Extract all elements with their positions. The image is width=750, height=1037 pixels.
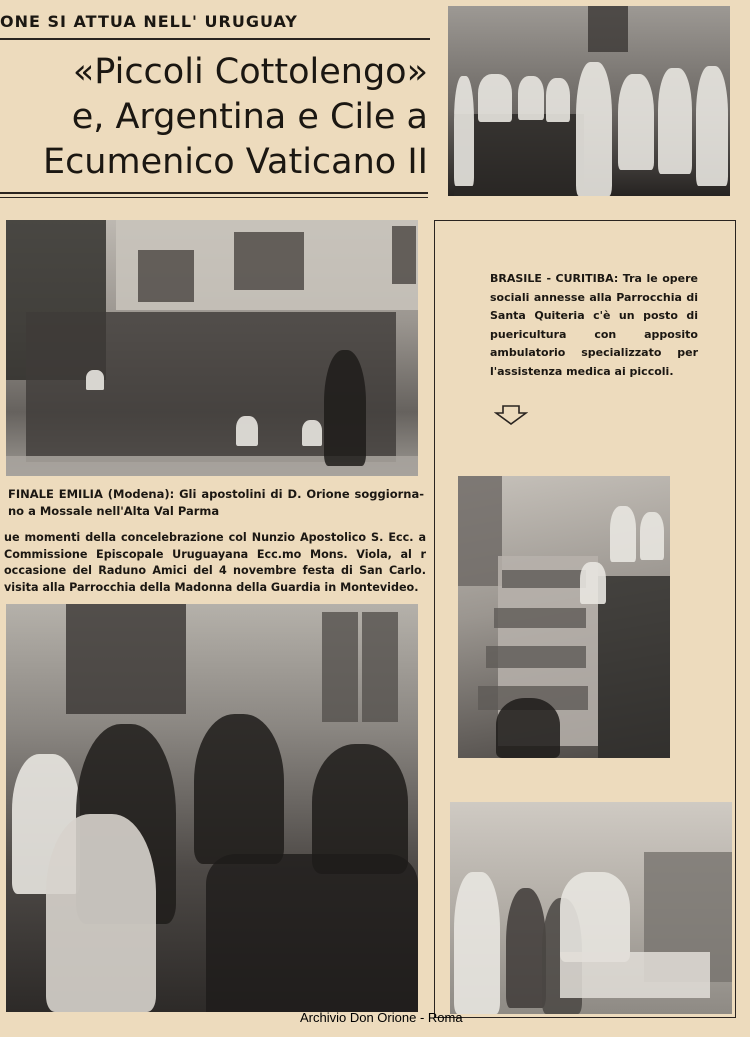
caption-finale-emilia (8, 486, 424, 520)
caption-brasile-curitiba (490, 270, 698, 381)
headline-line-3: Ecumenico Vaticano II (42, 142, 428, 182)
photo-ambulatorio-clinic (450, 802, 732, 1014)
headline-line-2: e, Argentina e Cile a (71, 97, 428, 137)
headline-divider-thin (0, 197, 428, 198)
headline-line-1: «Piccoli Cottolengo» (72, 52, 428, 92)
photo-concelebration (448, 6, 730, 196)
down-arrow-icon (494, 404, 528, 426)
caption-finale-place: FINALE EMILIA (Modena): (8, 487, 175, 501)
caption-brasile-text: Tra le opere sociali annesse alla Parrocchia di Santa Quiteria c'è un posto di puericultura con apposito ambulatorio specializzato per l'assistenza medica ai piccoli. (490, 272, 699, 378)
caption-brasile-place: BRASILE - CURITIBA: (490, 272, 619, 285)
page-title (4, 50, 428, 185)
headline-divider (0, 192, 428, 194)
photo-puericultura-nursery (458, 476, 670, 758)
photo-apostolini-group (6, 220, 418, 476)
caption-finale-text: Gli apostolini di D. Orione soggiornano a Mossale nell'Alta Val Parma (8, 487, 424, 518)
photo-nunzio-crowd (6, 604, 418, 1012)
caption-uruguay (4, 530, 426, 596)
caption-uruguay-text: ue momenti della concelebrazione col Nunzio Apostolico S. Ecc. a Commissione Episcopale Uruguayana Ecc.mo Mons. Viola, al r occasione del Raduno Amici del 4 novembre festa di San Carlo. visita alla Parrocchia della Madonna della Guardia in Montevideo. (4, 531, 426, 594)
section-kicker: ONE SI ATTUA NELL' URUGUAY (0, 12, 430, 40)
archive-watermark: Archivio Don Orione - Roma (300, 1010, 463, 1025)
